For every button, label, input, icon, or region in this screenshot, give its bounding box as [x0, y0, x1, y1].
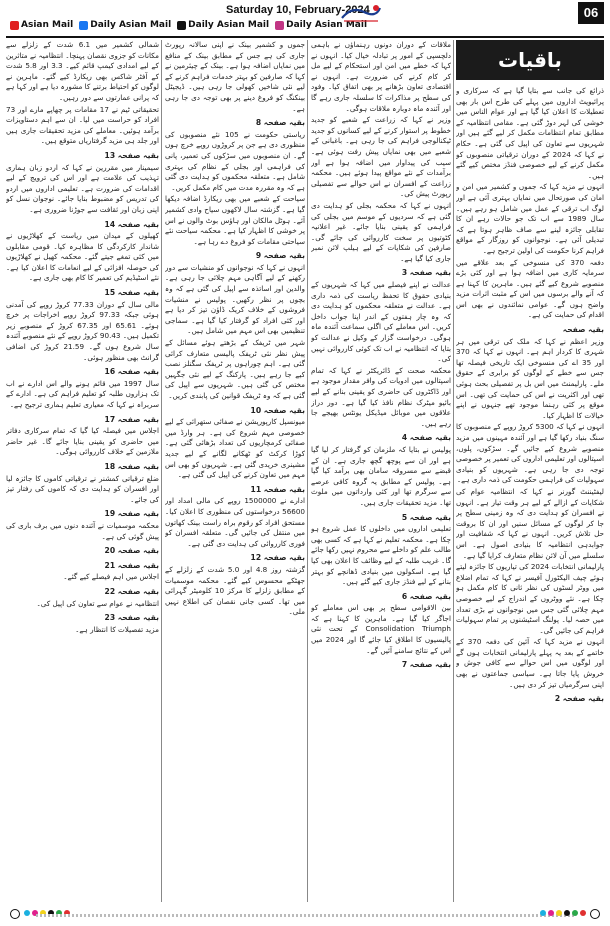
article-paragraph: ادارے نے 1500000 روپے کی مالی امداد اور 56600 درخواستوں کی منظوری کا اعلان کیا۔ مستحق افراد کو رقوم براہ راست بینک کھاتوں میں منتقل کی جائیں گی۔ متعلقہ افسران کو فوری کارروائی کی ہدایت دی گئی ہے۔ — [165, 496, 305, 548]
article-paragraph: عدالت نے اپنے فیصلے میں کہا کہ شہریوں کے بنیادی حقوق کا تحفظ ریاست کی ذمہ داری ہے۔ عدالت نے متعلقہ محکموں کو ہدایت دی کہ وہ چار ہفتوں کے اندر اپنا جواب داخل کریں۔ اس معاملے کی اگلی سماعت آئندہ ماہ ہوگی۔ درخواست گزار کے وکیل نے عدالت کو بتایا کہ انتظامیہ نے اب تک کوئی کارروائی نہیں کی۔ — [311, 280, 451, 364]
registration-circle-icon — [10, 909, 20, 919]
column-1 — [456, 40, 604, 902]
color-dot — [572, 910, 578, 916]
article-paragraph: بین الاقوامی سطح پر بھی اس معاملے کو اجاگر کیا گیا ہے۔ ماہرین کا کہنا ہے کہ Consolidation Triumph کے تحت نئی پالیسیوں کا اطلاق کیا جائے گا اور 2024 میں اس کے نتائج سامنے آئیں گے۔ — [311, 603, 451, 655]
continuation-label: بقیہ صفحہ 23 — [104, 613, 159, 623]
facebook-icon — [79, 21, 88, 30]
continuation-label: بقیہ صفحہ 7 — [401, 660, 451, 670]
column-divider — [453, 40, 454, 902]
continuation-label: بقیہ صفحہ 9 — [255, 251, 305, 261]
article-paragraph: شمالی کشمیر میں 6.1 شدت کے زلزلے سے مکانات کو جزوی نقصان پہنچا۔ انتظامیہ نے متاثرین کے لیے امدادی کیمپ قائم کیے۔ 3.3 اور 5.8 شدت کے آفٹر شاکس بھی ریکارڈ کیے گئے۔ ماہرین نے لوگوں کو احتیاط برتنے کا مشورہ دیا ہے اور کہا ہے کہ پرانی عمارتوں سے دور رہیں۔ — [6, 40, 159, 102]
article-paragraph: کھیلوں کے میدان میں ریاست کے کھلاڑیوں نے شاندار کارکردگی کا مظاہرہ کیا۔ قومی مقابلوں میں کئی تمغے جیتے گئے۔ محکمہ کھیل نے کھلاڑیوں کی حوصلہ افزائی کے لیے انعامات کا اعلان کیا ہے۔ نئے اسٹیڈیم کی تعمیر کا کام بھی جاری ہے۔ — [6, 231, 159, 283]
continuation-label: بقیہ صفحہ 11 — [250, 484, 305, 494]
article-paragraph: انہوں نے کہا کہ نوجوانوں کو منشیات سے دور رکھنے کے لیے آگاہی مہم چلائی جا رہی ہے۔ والدین اور اساتذہ سے اپیل کی گئی ہے کہ وہ بچوں پر نظر رکھیں۔ پولیس نے منشیات فروشوں کے خلاف کریک ڈاؤن تیز کر دیا ہے اور کئی افراد کو گرفتار کیا گیا ہے۔ سماجی تنظیمیں بھی اس مہم میں شامل ہیں۔ — [165, 262, 305, 336]
color-dot — [24, 910, 30, 916]
article-paragraph: سیمینار میں مقررین نے کہا کہ اردو زبان ہماری تہذیب کی علامت ہے اور اس کی ترویج کے لیے اقدامات کی ضرورت ہے۔ تعلیمی اداروں میں اردو کی تدریس کو مضبوط بنایا جائے۔ نوجوان نسل کو اپنی زبان اور ثقافت سے جوڑنا ضروری ہے۔ — [6, 162, 159, 214]
article-paragraph: محکمہ موسمیات نے آئندہ دنوں میں برف باری کی پیش گوئی کی ہے۔ — [6, 520, 159, 541]
social-label: Daily Asian Mail — [90, 20, 172, 30]
article-paragraph: جموں و کشمیر بینک نے اپنی سالانہ رپورٹ جاری کی ہے جس کے مطابق بینک کے منافع میں نمایاں اضافہ ہوا ہے۔ بینک کے چیئرمین نے کہا کہ صارفین کو بہتر خدمات فراہم کرنے کے لیے نئی شاخیں کھولی جا رہی ہیں۔ ڈیجیٹل بینکنگ کو فروغ دینے پر بھی توجہ دی جا رہی ہے۔ — [165, 40, 305, 113]
page-header — [0, 0, 610, 38]
article-paragraph: وزیر نے کہا کہ زراعت کے شعبے کو جدید خطوط پر استوار کرنے کے لیے کسانوں کو جدید ٹیکنالوجی فراہم کی جا رہی ہے۔ باغبانی کے شعبے میں بھی نمایاں پیش رفت ہوئی ہے۔ سیب کی پیداوار میں اضافہ ہوا ہے اور برآمدات کے نئے مواقع پیدا ہوئے ہیں۔ محکمہ زراعت کے افسران نے اس حوالے سے تفصیلی رپورٹ پیش کی۔ — [311, 115, 451, 199]
registration-bar — [36, 914, 574, 917]
continuation-label: بقیہ صفحہ 8 — [255, 118, 305, 128]
continuation-label: بقیہ صفحہ 20 — [104, 546, 159, 556]
column-2 — [311, 40, 451, 902]
article-paragraph: پارلیمانی انتخابات 2024 کی تیاریوں کا جائزہ لیتے ہوئے چیف الیکٹورل آفیسر نے کہا کہ تمام اضلاع میں ووٹر لسٹوں کی نظر ثانی کا کام مکمل ہو چکا ہے۔ نئے ووٹروں کے اندراج کے لیے خصوصی مہم چلائی گئی جس میں نوجوانوں نے بڑی تعداد میں حصہ لیا۔ پولنگ اسٹیشنوں پر تمام سہولیات فراہم کی جائیں گی۔ — [456, 562, 604, 635]
color-dot — [564, 910, 570, 916]
column-divider — [307, 40, 308, 902]
article-paragraph: ضلع ترقیاتی کمشنر نے ترقیاتی کاموں کا جائزہ لیا اور افسران کو ہدایت دی کہ کاموں کی رفتار تیز کی جائے۔ — [6, 473, 159, 504]
continuation-label: بقیہ صفحہ 15 — [104, 288, 159, 298]
continuation-label: بقیہ صفحہ — [562, 325, 604, 335]
page-number: 06 — [578, 2, 604, 24]
continuation-label: بقیہ صفحہ 10 — [250, 405, 305, 415]
column-4 — [6, 40, 159, 902]
social-links — [10, 20, 367, 30]
continuation-label: بقیہ صفحہ 12 — [250, 553, 305, 563]
section-title: باقیات — [456, 40, 604, 80]
article-paragraph: محکمہ صحت کے ڈائریکٹر نے کہا کہ تمام اسپتالوں میں ادویات کی وافر مقدار موجود ہے اور ڈاکٹروں کی حاضری کو یقینی بنانے کے لیے بائیو میٹرک نظام نافذ کیا گیا ہے۔ دور دراز علاقوں میں موبائل میڈیکل یونٹس بھیجے جا رہے ہیں۔ — [311, 365, 451, 428]
masthead-logo — [338, 2, 384, 24]
continuation-label: بقیہ صفحہ 18 — [104, 461, 159, 471]
article-paragraph: ملاقات کے دوران دونوں رہنماؤں نے باہمی دلچسپی کے امور پر تبادلہ خیال کیا۔ انہوں نے کہا کہ خطے میں امن اور استحکام کے لیے مل کر کام کرنے کی ضرورت ہے۔ انہوں نے اقتصادی تعاون بڑھانے پر بھی اتفاق کیا۔ وفود کی سطح پر مذاکرات کا سلسلہ جاری رہے گا اور آئندہ ماہ دوبارہ ملاقات ہوگی۔ — [311, 40, 451, 113]
article-paragraph: دفعہ 370 کی منسوخی کے بعد علاقے میں سرمایہ کاری میں اضافہ ہوا ہے اور کئی بڑے منصوبے شروع کیے گئے ہیں۔ ماہرین کا کہنا ہے کہ آنے والے برسوں میں اس کے مثبت اثرات مزید واضح ہوں گے۔ عوامی نمائندوں نے بھی اس اقدام کی حمایت کی ہے۔ — [456, 257, 604, 320]
continuation-label: بقیہ صفحہ 4 — [401, 433, 451, 443]
header-rule — [6, 36, 604, 38]
continuation-label: بقیہ صفحہ 16 — [104, 367, 159, 377]
article-paragraph: مزید تفصیلات کا انتظار ہے۔ — [75, 624, 159, 634]
continuation-label: بقیہ صفحہ 22 — [104, 586, 159, 596]
article-paragraph: اجلاس میں فیصلہ کیا گیا کہ تمام سرکاری دفاتر میں حاضری کو یقینی بنایا جائے گا۔ غیر حاضر ملازمین کے خلاف کارروائی ہوگی۔ — [6, 426, 159, 457]
twitter-icon — [177, 21, 186, 30]
continuation-label: بقیہ صفحہ 3 — [401, 268, 451, 278]
continuation-label: بقیہ صفحہ 17 — [104, 414, 159, 424]
social-label: Daily Asian Mail — [286, 20, 368, 30]
instagram-icon — [275, 21, 284, 30]
color-dot — [540, 910, 546, 916]
article-paragraph: پولیس نے بتایا کہ ملزمان کو گرفتار کر لیا گیا ہے اور ان سے پوچھ گچھ جاری ہے۔ ان کے قبضے سے مسروقہ سامان بھی برآمد کیا گیا ہے۔ پولیس کے مطابق یہ گروہ کافی عرصے سے سرگرم تھا اور کئی وارداتوں میں ملوث تھا۔ مزید تحقیقات جاری ہیں۔ — [311, 444, 451, 507]
social-link[interactable] — [10, 20, 73, 30]
continuation-label: بقیہ صفحہ 6 — [401, 591, 451, 601]
article-paragraph: شہر میں ٹریفک کے بڑھتے ہوئے مسائل کے پیش نظر نئی ٹریفک پالیسی متعارف کرائی گئی ہے۔ اہم چوراہوں پر ٹریفک سگنلز نصب کیے جا رہے ہیں۔ پارکنگ کے لیے نئی جگہیں مختص کی گئی ہیں۔ شہریوں سے اپیل کی گئی ہے کہ وہ ٹریفک قوانین کی پابندی کریں۔ — [165, 338, 305, 400]
article-paragraph: میونسپل کارپوریشن نے صفائی ستھرائی کے لیے خصوصی مہم شروع کی ہے۔ ہر وارڈ میں صفائی کرمچاریوں کی تعداد بڑھائی گئی ہے۔ کوڑا کرکٹ کو ٹھکانے لگانے کے لیے جدید مشینری خریدی گئی ہے۔ شہریوں کو بھی اس مہم میں تعاون کرنے کی اپیل کی گئی ہے۔ — [165, 417, 305, 480]
issue-date: Saturday 10, February-2024 — [226, 4, 370, 16]
color-dots-right — [540, 910, 586, 916]
article-paragraph: تعلیمی اداروں میں داخلوں کا عمل شروع ہو چکا ہے۔ محکمہ تعلیم نے کہا ہے کہ کسی بھی طالب علم کو داخلے سے محروم نہیں رکھا جائے گا۔ غریب طلبہ کے لیے وظائف کا اعلان بھی کیا گیا ہے۔ اسکولوں میں بنیادی ڈھانچے کو بہتر بنانے کے لیے فنڈز جاری کیے گئے ہیں۔ — [311, 524, 451, 587]
registration-circle-icon — [590, 909, 600, 919]
article-paragraph: سال 1997 میں قائم ہونے والے اس ادارے نے اب تک ہزاروں طلبہ کو تعلیم فراہم کی ہے۔ ادارے کے سربراہ نے کہا کہ معیاری تعلیم ہماری ترجیح ہے۔ — [6, 378, 159, 409]
color-dot — [556, 910, 562, 916]
column-divider — [161, 40, 162, 902]
color-dot — [580, 910, 586, 916]
print-registration-footer — [0, 904, 610, 926]
article-paragraph: سیاحت کے شعبے میں بھی ریکارڈ اضافہ دیکھا گیا ہے۔ گزشتہ سال لاکھوں سیاح وادی کشمیر آئے۔ ہوٹل مالکان اور ہاؤس بوٹ والوں نے اس پر خوشی کا اظہار کیا ہے۔ محکمہ سیاحت نئے سیاحتی مقامات کو فروغ دے رہا ہے۔ — [165, 194, 305, 246]
article-columns — [6, 40, 604, 902]
social-link[interactable] — [177, 20, 269, 30]
article-paragraph: انہوں نے مزید کہا کہ آئین کی دفعہ 370 کے خاتمے کے بعد یہ پہلے پارلیمانی انتخابات ہوں گے اور لوگوں میں اس حوالے سے کافی جوش و خروش پایا جاتا ہے۔ سیاسی جماعتوں نے بھی اپنی سرگرمیاں تیز کر دی ہیں۔ — [456, 637, 604, 689]
article-paragraph: انتظامیہ نے عوام سے تعاون کی اپیل کی۔ — [36, 598, 159, 608]
continuation-label: بقیہ صفحہ 21 — [104, 560, 159, 570]
article-paragraph: گزشتہ روز 4.8 اور 5.0 شدت کے زلزلے کے جھٹکے محسوس کیے گئے۔ محکمہ موسمیات کے مطابق زلزلے کا مرکز 10 کلومیٹر گہرائی میں تھا۔ کسی جانی نقصان کی اطلاع نہیں ملی۔ — [165, 564, 305, 617]
social-label: Daily Asian Mail — [188, 20, 270, 30]
article-paragraph: انہوں نے مزید کہا کہ جموں و کشمیر میں امن و امان کی صورتحال میں نمایاں بہتری آئی ہے اور لوگ اب ترقی کے عمل میں شامل ہو رہے ہیں۔ سال 1989 سے اب تک جو حالات رہے ان کا تقابلی جائزہ لینے سے صاف ظاہر ہوتا ہے کہ تبدیلی آئی ہے۔ نوجوانوں کو روزگار کے مواقع فراہم کرنا حکومت کی اولین ترجیح ہے۔ — [456, 182, 604, 255]
article-paragraph: وزیر اعظم نے کہا کہ ملک کی ترقی میں ہر شہری کا کردار اہم ہے۔ انہوں نے کہا کہ 370 اور 35 اے کی منسوخی ایک تاریخی فیصلہ تھا جس سے خطے کے لوگوں کو برابری کے حقوق ملے۔ پارلیمنٹ میں اس بل پر تفصیلی بحث ہوئی تھی اور اکثریت نے اس کی حمایت کی تھی۔ اس موقع پر کئی رہنما موجود تھے جنہوں نے اپنے خیالات کا اظہار کیا۔ — [456, 336, 604, 420]
continuation-label: بقیہ صفحہ 19 — [104, 509, 159, 519]
continuation-label: بقیہ صفحہ 5 — [401, 512, 451, 522]
article-paragraph: ذرائع کی جانب سے بتایا گیا ہے کہ سرکاری و پرائیویٹ اداروں میں پہلے کی طرح اس بار بھی تعطیلات کا اعلان کیا گیا ہے اور عوام الناس میں خوشی کی لہر دوڑ گئی ہے۔ مقامی انتظامیہ کے مطابق تمام انتظامات مکمل کر لیے گئے ہیں اور شہریوں سے تعاون کی اپیل کی گئی ہے۔ حکام نے کہا کہ 2024 کے دوران ترقیاتی منصوبوں کو مکمل کرنے کے لیے خصوصی فنڈز مختص کیے گئے ہیں۔ — [456, 86, 604, 180]
article-paragraph: ریاستی حکومت نے 105 نئے منصوبوں کی منظوری دی ہے جن پر کروڑوں روپے خرچ ہوں گے۔ ان منصوبوں میں سڑکوں کی تعمیر، پانی کی فراہمی اور بجلی کے نظام کی بہتری شامل ہے۔ متعلقہ محکموں کو ہدایت دی گئی ہے کہ وہ مقررہ مدت میں کام مکمل کریں۔ — [165, 129, 305, 192]
logo-mark — [338, 2, 384, 24]
social-label: Asian Mail — [21, 20, 74, 30]
article-paragraph: لیفٹیننٹ گورنر نے کہا کہ انتظامیہ عوام کی شکایات کے ازالے کے لیے ہر وقت تیار ہے۔ انہوں نے افسران کو ہدایت دی کہ وہ زمینی سطح پر جا کر لوگوں کے مسائل سنیں اور ان کا بروقت حل تلاش کریں۔ انہوں نے کہا کہ شفافیت اور جوابدہی انتظامیہ کا بنیادی اصول ہے۔ اس سلسلے میں آن لائن نظام متعارف کرایا گیا ہے۔ — [456, 486, 604, 560]
article-paragraph: انہوں نے کہا کہ محکمہ بجلی کو ہدایت دی گئی ہے کہ سردیوں کے موسم میں بجلی کی فراہمی کو یقینی بنایا جائے۔ غیر اعلانیہ کٹوتیوں پر سخت کارروائی کی جائے گی۔ صارفین کی شکایات کے لیے ہیلپ لائن نمبر جاری کیا گیا ہے۔ — [311, 200, 451, 263]
continuation-label: بقیہ صفحہ 14 — [104, 219, 159, 229]
article-paragraph: انہوں نے کہا کہ 5300 کروڑ روپے کے منصوبوں کا سنگ بنیاد رکھا گیا ہے اور آئندہ مہینوں میں مزید منصوبے شروع کیے جائیں گے۔ سڑکوں، پلوں، اسپتالوں اور تعلیمی اداروں کی تعمیر پر خصوصی توجہ دی جا رہی ہے۔ شہریوں کو بنیادی سہولیات کی فراہمی حکومت کی ذمہ داری ہے۔ — [456, 422, 604, 485]
continuation-label: بقیہ صفحہ 2 — [554, 694, 604, 704]
color-dot — [548, 910, 554, 916]
article-paragraph: مالی سال کے دوران 77.33 کروڑ روپے کی آمدنی ہوئی جبکہ 97.33 کروڑ روپے اخراجات پر خرچ ہوئے۔ 65.61 اور 67.35 کروڑ کے منصوبے زیر تکمیل ہیں۔ 90.43 کروڑ روپے کے نئے منصوبے آئندہ سال شروع ہوں گے۔ 21.59 کروڑ کی اضافی گرانٹ بھی منظور ہوئی۔ — [6, 299, 159, 362]
social-link[interactable] — [79, 20, 171, 30]
article-paragraph: تحقیقاتی ٹیم نے 17 مقامات پر چھاپے مارے اور 73 افراد کو حراست میں لیا۔ ان سے اہم دستاویزات برآمد ہوئیں۔ معاملے کی مزید تحقیقات جاری ہیں اور جلد ہی مزید گرفتاریاں متوقع ہیں۔ — [6, 104, 159, 146]
continuation-label: بقیہ صفحہ 13 — [104, 150, 159, 160]
column-3 — [165, 40, 305, 902]
youtube-icon — [10, 21, 19, 30]
article-paragraph: اجلاس میں اہم فیصلے کیے گئے۔ — [63, 572, 159, 582]
